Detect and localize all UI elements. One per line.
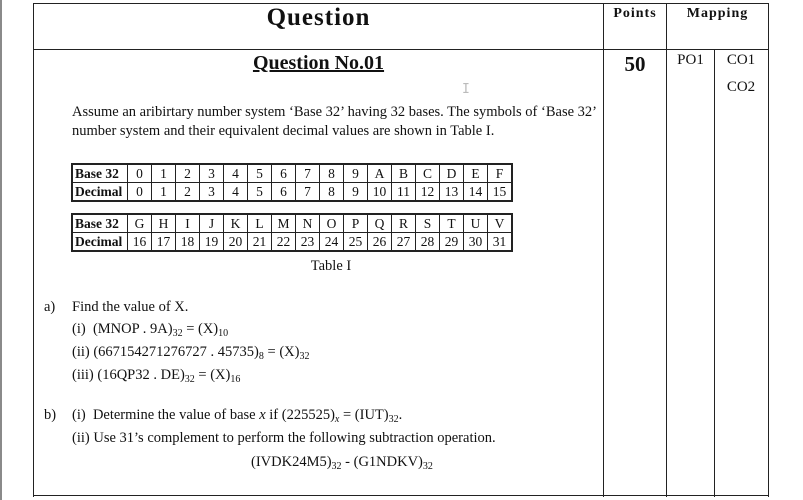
part-b-i-mid: if (225525): [265, 407, 335, 423]
table-cell: 7: [296, 164, 320, 183]
part-a-iii-expr: (16QP32 . DE): [97, 367, 185, 383]
table-cell: 16: [128, 233, 152, 252]
table-cell: 9: [344, 164, 368, 183]
table-cell: 11: [392, 183, 416, 202]
table-cell: 29: [440, 233, 464, 252]
table-cell: O: [320, 214, 344, 233]
table-cell: 30: [464, 233, 488, 252]
grid-line-mapping-left: [666, 3, 667, 497]
table-cell: 5: [248, 183, 272, 202]
part-b-i-label: (i): [72, 407, 86, 423]
part-a-title: Find the value of X.: [72, 299, 189, 315]
table-cell: 7: [296, 183, 320, 202]
table-cell: U: [464, 214, 488, 233]
part-b-i-var: x: [259, 407, 266, 423]
part-b-expression: [251, 454, 433, 472]
grid-line-left: [33, 3, 34, 497]
table-cell: S: [416, 214, 440, 233]
part-b-i-text: Determine the value of base: [92, 407, 260, 423]
part-b-i-res-base: 32: [388, 414, 399, 425]
table-cell: 6: [272, 183, 296, 202]
text-cursor-icon: I: [462, 82, 470, 97]
table-cell: 13: [440, 183, 464, 202]
table-cell: 27: [392, 233, 416, 252]
table-cell: 26: [368, 233, 392, 252]
symbol-table-2: [71, 213, 513, 252]
mapping-co2: CO2: [726, 79, 756, 95]
table-row: [72, 214, 512, 233]
table-cell: 0: [128, 183, 152, 202]
table-cell: R: [392, 214, 416, 233]
table-cell: 8: [320, 183, 344, 202]
table-row: [72, 183, 512, 202]
table-cell: Q: [368, 214, 392, 233]
part-a-i-label: (i): [72, 321, 86, 337]
header-mapping: Mapping: [686, 6, 749, 21]
points-value: 50: [624, 52, 646, 76]
header-question: Question: [266, 4, 371, 31]
part-b-i-sub: x: [334, 414, 340, 425]
table-cell: 14: [464, 183, 488, 202]
table-cell: 5: [248, 164, 272, 183]
part-a-iii-eq: = (X): [194, 367, 231, 383]
row-label-decimal: Decimal: [72, 183, 128, 202]
table-cell: 3: [200, 164, 224, 183]
table-cell: 19: [200, 233, 224, 252]
row-label-decimal: Decimal: [72, 233, 128, 252]
table-cell: L: [248, 214, 272, 233]
expr-op: - (G1NDKV): [341, 454, 423, 470]
symbol-table-1: [71, 163, 513, 202]
table-caption: Table I: [310, 258, 352, 274]
row-label-base32: Base 32: [72, 214, 128, 233]
table-cell: 20: [224, 233, 248, 252]
table-cell: 31: [488, 233, 513, 252]
table-cell: 17: [152, 233, 176, 252]
table-cell: J: [200, 214, 224, 233]
intro-paragraph: Assume an aribirtary number system ‘Base 32’ having 32 bases. The symbols of ‘Base 32’ number system and their equivalent decimal values are shown in Table I.: [72, 104, 596, 139]
part-b-i-eq: = (IUT): [339, 407, 389, 423]
table-cell: D: [440, 164, 464, 183]
header-points: Points: [613, 6, 657, 21]
part-a-i-expr: (MNOP . 9A): [92, 321, 173, 337]
table-cell: 0: [128, 164, 152, 183]
table-cell: M: [272, 214, 296, 233]
table-cell: 28: [416, 233, 440, 252]
part-a-ii-label: (ii): [72, 344, 90, 360]
question-number: Question No.01: [252, 52, 385, 74]
part-a-ii-eq: = (X): [263, 344, 300, 360]
table-cell: 15: [488, 183, 513, 202]
table-cell: 24: [320, 233, 344, 252]
grid-line-header-bottom: [33, 49, 769, 50]
table-cell: 2: [176, 183, 200, 202]
grid-line-mapping-mid: [714, 49, 715, 497]
table-cell: 10: [368, 183, 392, 202]
part-a-ii-res-base: 32: [299, 351, 310, 362]
table-cell: I: [176, 214, 200, 233]
table-cell: 21: [248, 233, 272, 252]
part-a-i-res-base: 10: [218, 328, 229, 339]
row-label-base32: Base 32: [72, 164, 128, 183]
part-b-i-end: .: [398, 407, 403, 423]
table-cell: N: [296, 214, 320, 233]
table-cell: 1: [152, 183, 176, 202]
part-b-i: [72, 407, 402, 425]
table-cell: T: [440, 214, 464, 233]
table-cell: 8: [320, 164, 344, 183]
part-a-iii-res-base: 16: [230, 374, 241, 385]
table-cell: P: [344, 214, 368, 233]
table-cell: G: [128, 214, 152, 233]
table-cell: 4: [224, 164, 248, 183]
part-b-mark: b): [44, 407, 57, 423]
part-a-i-base: 32: [172, 328, 183, 339]
expr-left-base: 32: [331, 461, 342, 472]
table-cell: A: [368, 164, 392, 183]
table-cell: 25: [344, 233, 368, 252]
table-cell: 18: [176, 233, 200, 252]
part-a-mark: a): [44, 299, 56, 315]
table-cell: 12: [416, 183, 440, 202]
table-cell: K: [224, 214, 248, 233]
mapping-po: PO1: [677, 52, 704, 68]
grid-line-right: [768, 3, 769, 497]
part-b-ii-label: (ii): [72, 430, 90, 446]
part-a-iii-label: (iii): [72, 367, 94, 383]
part-a-i: [72, 321, 228, 339]
part-b-ii-text: Use 31’s complement to perform the following subtraction operation.: [93, 430, 496, 446]
grid-line-points-left: [603, 3, 604, 497]
table-cell: V: [488, 214, 513, 233]
part-a-ii: [72, 344, 309, 362]
expr-right-base: 32: [422, 461, 433, 472]
table-cell: 3: [200, 183, 224, 202]
table-cell: 2: [176, 164, 200, 183]
table-cell: 22: [272, 233, 296, 252]
window-edge: [0, 0, 2, 500]
table-row: [72, 233, 512, 252]
part-a-iii: [72, 367, 240, 385]
table-cell: 6: [272, 164, 296, 183]
table-cell: E: [464, 164, 488, 183]
table-cell: 1: [152, 164, 176, 183]
part-a-ii-expr: (667154271276727 . 45735): [93, 344, 259, 360]
table-cell: H: [152, 214, 176, 233]
part-a-ii-base: 8: [258, 351, 264, 362]
mapping-co1: CO1: [726, 52, 756, 68]
part-b-ii: [72, 430, 496, 447]
table-cell: B: [392, 164, 416, 183]
part-a-i-eq: = (X): [182, 321, 219, 337]
grid-line-bottom: [33, 495, 769, 496]
table-cell: 9: [344, 183, 368, 202]
table-cell: 23: [296, 233, 320, 252]
table-row: [72, 164, 512, 183]
table-cell: C: [416, 164, 440, 183]
expr-left: (IVDK24M5): [251, 454, 332, 470]
table-cell: F: [488, 164, 513, 183]
table-cell: 4: [224, 183, 248, 202]
part-a-iii-base: 32: [184, 374, 195, 385]
